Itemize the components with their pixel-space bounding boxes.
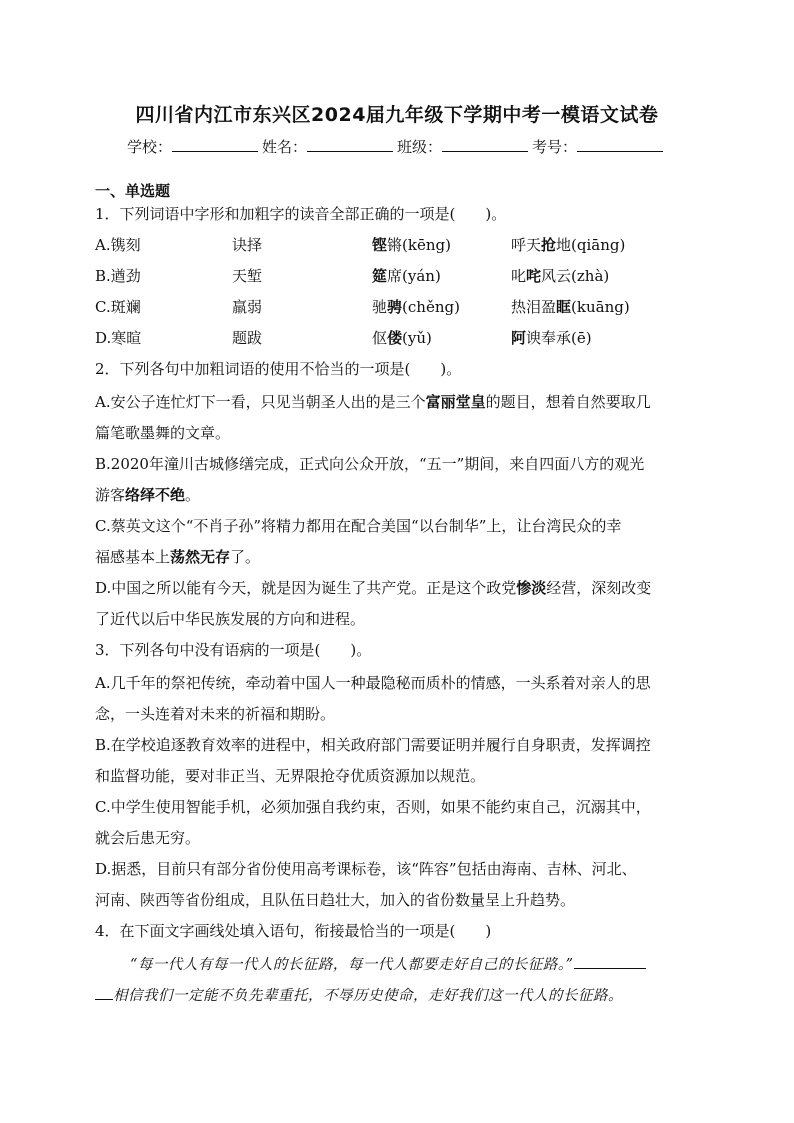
question-3-option-b-line-1: B.在学校追逐教育效率的进程中，相关政府部门需要证明并履行自身职责，发挥调控 bbox=[95, 736, 651, 754]
exam-no-label: 考号： bbox=[532, 138, 578, 156]
question-3-option-a-line-2: 念，一头连着对未来的祈福和期盼。 bbox=[95, 705, 336, 723]
name-label: 姓名： bbox=[261, 138, 307, 156]
question-2-option-c-line-1: C.蔡英文这个“不肖子孙”将精力都用在配合美国“以台制华”上，让台湾民众的幸 bbox=[95, 517, 622, 535]
question-3-option-d-line-2: 河南、陕西等省份组成，且队伍日趋壮大，加入的省份数量呈上升趋势。 bbox=[95, 891, 576, 909]
question-2-option-a-line-2: 篇笔歌墨舞的文章。 bbox=[95, 424, 231, 442]
question-2-option-b-line-2: 游客络绎不绝。 bbox=[95, 486, 201, 504]
exam-page: 四川省内江市东兴区2024届九年级下学期中考一模语文试卷 学校： 姓名： 班级： 考号： 一、单选题 1．下列词语中字形和加粗字的读音全部正确的一项是( )。 A.镌刻 诀择 铿锵(kēng) 呼天抢地(qiāng) B.遒劲 天堑 筵席(yán) 叱咤风云(zhà) C.斑斓 羸弱 驰骋(chěng) 热泪盈眶(kuāng) D.寒暄 题跋 伛偻(yǔ) 阿谀奉承(ē) 2．下列各句中加粗词语的使用不恰当的一项是( )。 A.安公子连忙灯下一看，只见当朝圣人出的是三个富丽堂皇的题目，想着自然要取几 篇笔歌墨舞的文章。 B.2020年潼川古城修缮完成，正式向公众开放，“五一”期间，来自四面八方的观光 游客络绎不绝。 C.蔡英文这个“不肖子孙”将精力都用在配合美国“以台制华”上，让台湾民众的幸 福感基本上荡然无存了。 D.中国之所以能有今天，就是因为诞生了共产党。正是这个政党惨淡经营，深刻改变 了近代以后中华民族发展的方向和进程。 3．下列各句中没有语病的一项是( )。 A.几千年的祭祀传统，牵动着中国人一种最隐秘而质朴的情感，一头系着对亲人的思 念，一头连着对未来的祈福和期盼。 B.在学校追逐教育效率的进程中，相关政府部门需要证明并履行自身职责，发挥调控 和监督功能，要对非正当、无界限抢夺优质资源加以规范。 C.中学生使用智能手机，必须加强自我约束，否则，如果不能约束自己，沉溺其中， 就会后患无穷。 D.据悉，目前只有部分省份使用高考课标卷，该“阵容”包括由海南、吉林、河北、 河南、陕西等省份组成，且队伍日趋壮大，加入的省份数量呈上升趋势。 4．在下面文字画线处填入语句，衔接最恰当的一项是( ) “每一代人有每一代人的长征路，每一代人都要走好自己的长征路。” 相信我们一定能不负先辈重托，不辱历史使命，走好我们这一代人的长征路。 bbox=[0, 0, 794, 1123]
school-label: 学校： bbox=[126, 138, 172, 156]
question-4-stem: 4．在下面文字画线处填入语句，衔接最恰当的一项是( ) bbox=[95, 922, 492, 940]
name-blank[interactable] bbox=[307, 137, 393, 152]
student-info-line bbox=[0, 136, 794, 157]
class-blank[interactable] bbox=[442, 137, 528, 152]
question-3-stem: 3．下列各句中没有语病的一项是( )。 bbox=[95, 641, 372, 659]
question-3-option-c-line-1: C.中学生使用智能手机，必须加强自我约束，否则，如果不能约束自己，沉溺其中， bbox=[95, 798, 651, 816]
question-3-option-b-line-2: 和监督功能，要对非正当、无界限抢夺优质资源加以规范。 bbox=[95, 767, 486, 785]
question-4-passage-line-2: 相信我们一定能不负先辈重托，不辱历史使命，走好我们这一代人的长征路。 bbox=[95, 985, 695, 1006]
question-2-option-d-line-2: 了近代以后中华民族发展的方向和进程。 bbox=[95, 610, 366, 628]
exam-no-blank[interactable] bbox=[577, 137, 663, 152]
question-2-option-d-line-1: D.中国之所以能有今天，就是因为诞生了共产党。正是这个政党惨淡经营，深刻改变 bbox=[95, 579, 652, 597]
question-1-stem: 1．下列词语中字形和加粗字的读音全部正确的一项是( )。 bbox=[95, 205, 507, 223]
question-2-option-a-line-1: A.安公子连忙灯下一看，只见当朝圣人出的是三个富丽堂皇的题目，想着自然要取几 bbox=[95, 393, 651, 411]
question-3-option-a-line-1: A.几千年的祭祀传统，牵动着中国人一种最隐秘而质朴的情感，一头系着对亲人的思 bbox=[95, 674, 651, 692]
question-2-option-b-line-1: B.2020年潼川古城修缮完成，正式向公众开放，“五一”期间，来自四面八方的观光 bbox=[95, 455, 645, 473]
fill-in-blank-line[interactable] bbox=[574, 954, 646, 969]
question-2-stem: 2．下列各句中加粗词语的使用不恰当的一项是( )。 bbox=[95, 360, 462, 378]
fill-in-blank-line-continued[interactable] bbox=[95, 985, 113, 1000]
section-heading: 一、单选题 bbox=[95, 182, 171, 200]
page-title: 四川省内江市东兴区2024届九年级下学期中考一模语文试卷 bbox=[135, 104, 659, 126]
class-label: 班级： bbox=[397, 138, 443, 156]
question-4-passage-line-1: “每一代人有每一代人的长征路，每一代人都要走好自己的长征路。” bbox=[130, 954, 696, 975]
question-3-option-c-line-2: 就会后患无穷。 bbox=[95, 829, 201, 847]
school-blank[interactable] bbox=[172, 137, 258, 152]
question-3-option-d-line-1: D.据悉，目前只有部分省份使用高考课标卷，该“阵容”包括由海南、吉林、河北、 bbox=[95, 860, 637, 878]
question-2-option-c-line-2: 福感基本上荡然无存了。 bbox=[95, 548, 261, 566]
